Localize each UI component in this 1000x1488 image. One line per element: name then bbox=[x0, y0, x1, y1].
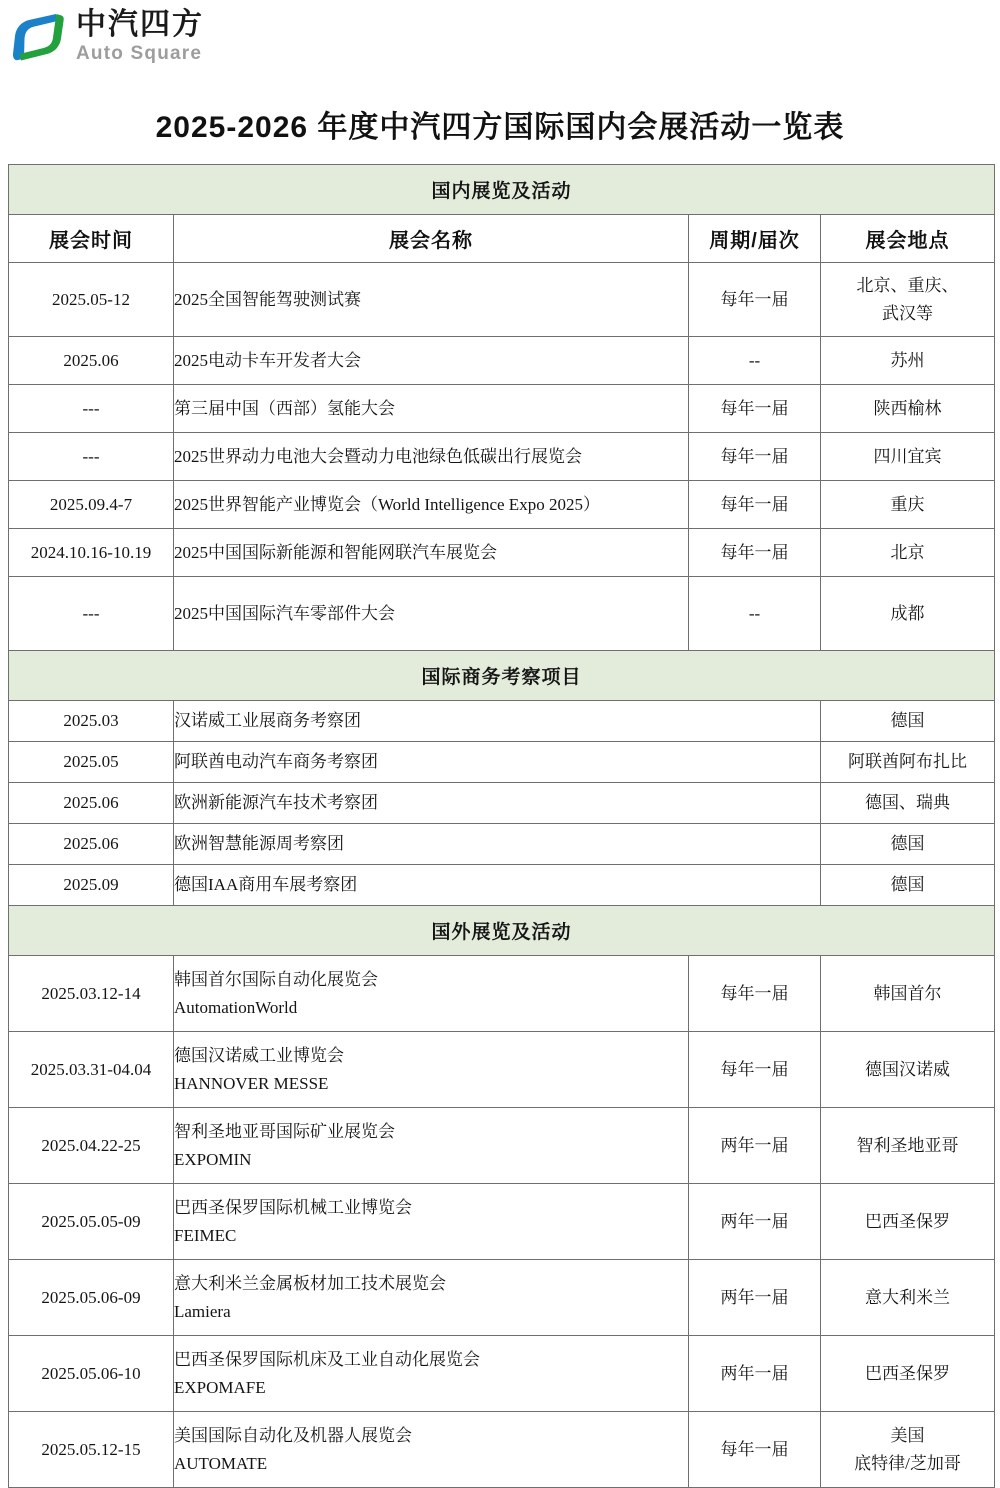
cell-date: 2025.06 bbox=[9, 783, 174, 824]
schedule-table-body bbox=[9, 165, 995, 1488]
place-line-1: 巴西圣保罗 bbox=[865, 1363, 950, 1383]
table-row bbox=[9, 1260, 995, 1336]
cell-cycle: -- bbox=[689, 577, 821, 651]
place-line-1: 德国 bbox=[890, 834, 925, 854]
table-row bbox=[9, 783, 995, 824]
cell-place bbox=[821, 824, 995, 865]
column-header-cycle: 周期/届次 bbox=[689, 215, 821, 263]
section-header-row bbox=[9, 906, 995, 956]
place-line-1: 阿联酋阿布扎比 bbox=[848, 752, 967, 772]
cell-cycle: 两年一届 bbox=[689, 1108, 821, 1184]
cell-name bbox=[174, 337, 689, 385]
cell-date: 2025.05.12-15 bbox=[9, 1412, 174, 1488]
cell-name bbox=[174, 742, 821, 783]
cell-place bbox=[821, 865, 995, 906]
cell-date: --- bbox=[9, 385, 174, 433]
brand-name-en: Auto Square bbox=[76, 43, 203, 64]
table-row bbox=[9, 824, 995, 865]
cell-date: --- bbox=[9, 577, 174, 651]
event-name-en: EXPOMAFE bbox=[174, 1378, 266, 1397]
brand-header bbox=[0, 0, 1000, 64]
cell-date: 2025.05.06-10 bbox=[9, 1336, 174, 1412]
event-name-cn: 汉诺威工业展商务考察团 bbox=[174, 711, 361, 731]
cell-name bbox=[174, 481, 689, 529]
table-row bbox=[9, 956, 995, 1032]
cell-date: 2025.03.31-04.04 bbox=[9, 1032, 174, 1108]
cell-place bbox=[821, 337, 995, 385]
cell-name bbox=[174, 956, 689, 1032]
section-header-row bbox=[9, 165, 995, 215]
place-line-2: 武汉等 bbox=[882, 304, 933, 323]
table-row bbox=[9, 481, 995, 529]
section-title: 国际商务考察项目 bbox=[9, 651, 995, 701]
place-line-1: 智利圣地亚哥 bbox=[856, 1135, 959, 1155]
event-name-cn: 第三届中国（西部）氢能大会 bbox=[174, 398, 395, 418]
event-name-cn: 德国IAA商用车展考察团 bbox=[174, 875, 358, 895]
table-row bbox=[9, 577, 995, 651]
cell-cycle: 每年一届 bbox=[689, 529, 821, 577]
place-line-1: 成都 bbox=[890, 603, 925, 623]
place-line-1: 苏州 bbox=[890, 350, 925, 370]
cell-name bbox=[174, 1032, 689, 1108]
cell-cycle: 每年一届 bbox=[689, 385, 821, 433]
cell-place bbox=[821, 385, 995, 433]
event-name-cn: 2025电动卡车开发者大会 bbox=[174, 350, 361, 370]
column-header-date: 展会时间 bbox=[9, 215, 174, 263]
place-line-1: 德国 bbox=[890, 875, 925, 895]
table-row bbox=[9, 865, 995, 906]
cell-name bbox=[174, 1184, 689, 1260]
cell-name bbox=[174, 701, 821, 742]
event-name-cn: 欧洲智慧能源周考察团 bbox=[174, 834, 344, 854]
cell-name bbox=[174, 433, 689, 481]
cell-date: 2025.06 bbox=[9, 337, 174, 385]
cell-name bbox=[174, 783, 821, 824]
table-row bbox=[9, 1108, 995, 1184]
cell-place bbox=[821, 783, 995, 824]
place-line-1: 巴西圣保罗 bbox=[865, 1211, 950, 1231]
event-name-cn: 阿联酋电动汽车商务考察团 bbox=[174, 752, 378, 772]
cell-cycle: 两年一届 bbox=[689, 1184, 821, 1260]
table-row bbox=[9, 337, 995, 385]
cell-place bbox=[821, 529, 995, 577]
cell-date: 2025.09 bbox=[9, 865, 174, 906]
column-header-name: 展会名称 bbox=[174, 215, 689, 263]
event-name-cn: 意大利米兰金属板材加工技术展览会 bbox=[174, 1273, 446, 1293]
place-line-1: 德国、瑞典 bbox=[865, 793, 950, 813]
cell-date: 2025.05 bbox=[9, 742, 174, 783]
cell-name bbox=[174, 824, 821, 865]
table-row bbox=[9, 1184, 995, 1260]
column-header-row bbox=[9, 215, 995, 263]
cell-place bbox=[821, 956, 995, 1032]
event-name-en: AutomationWorld bbox=[174, 998, 298, 1017]
cell-name bbox=[174, 865, 821, 906]
schedule-table-wrapper bbox=[0, 164, 1000, 1488]
cell-cycle: 两年一届 bbox=[689, 1260, 821, 1336]
cell-name bbox=[174, 263, 689, 337]
cell-name bbox=[174, 1336, 689, 1412]
place-line-1: 德国汉诺威 bbox=[865, 1059, 950, 1079]
event-name-cn: 德国汉诺威工业博览会 bbox=[174, 1045, 344, 1065]
cell-cycle: -- bbox=[689, 337, 821, 385]
section-header-row bbox=[9, 651, 995, 701]
table-row bbox=[9, 263, 995, 337]
event-name-cn: 2025全国智能驾驶测试赛 bbox=[174, 289, 361, 309]
table-row bbox=[9, 529, 995, 577]
table-row bbox=[9, 701, 995, 742]
cell-place bbox=[821, 742, 995, 783]
cell-date: 2025.04.22-25 bbox=[9, 1108, 174, 1184]
table-row bbox=[9, 433, 995, 481]
cell-name bbox=[174, 1260, 689, 1336]
cell-cycle: 每年一届 bbox=[689, 433, 821, 481]
cell-place bbox=[821, 481, 995, 529]
cell-place bbox=[821, 1260, 995, 1336]
column-header-place: 展会地点 bbox=[821, 215, 995, 263]
cell-name bbox=[174, 1412, 689, 1488]
cell-date: 2025.09.4-7 bbox=[9, 481, 174, 529]
cell-cycle: 每年一届 bbox=[689, 263, 821, 337]
place-line-1: 意大利米兰 bbox=[865, 1287, 950, 1307]
place-line-1: 北京、重庆、 bbox=[856, 275, 959, 295]
cell-name bbox=[174, 529, 689, 577]
table-row bbox=[9, 1032, 995, 1108]
event-name-en: Lamiera bbox=[174, 1302, 231, 1321]
place-line-1: 北京 bbox=[890, 542, 925, 562]
cell-place bbox=[821, 433, 995, 481]
event-name-cn: 巴西圣保罗国际机械工业博览会 bbox=[174, 1197, 412, 1217]
table-row bbox=[9, 1412, 995, 1488]
cell-date: 2025.05.05-09 bbox=[9, 1184, 174, 1260]
auto-square-logo-icon bbox=[12, 10, 64, 64]
event-name-cn: 2025世界智能产业博览会（World Intelligence Expo 2025） bbox=[174, 494, 600, 514]
cell-place bbox=[821, 1032, 995, 1108]
place-line-1: 德国 bbox=[890, 711, 925, 731]
event-name-cn: 2025世界动力电池大会暨动力电池绿色低碳出行展览会 bbox=[174, 446, 582, 466]
cell-cycle: 两年一届 bbox=[689, 1336, 821, 1412]
cell-cycle: 每年一届 bbox=[689, 1032, 821, 1108]
cell-name bbox=[174, 577, 689, 651]
event-name-cn: 2025中国国际汽车零部件大会 bbox=[174, 603, 395, 623]
place-line-1: 美国 bbox=[890, 1425, 925, 1445]
cell-place bbox=[821, 577, 995, 651]
event-name-cn: 韩国首尔国际自动化展览会 bbox=[174, 969, 378, 989]
place-line-1: 韩国首尔 bbox=[873, 983, 942, 1003]
cell-place bbox=[821, 1412, 995, 1488]
cell-date: 2025.06 bbox=[9, 824, 174, 865]
cell-name bbox=[174, 385, 689, 433]
cell-date: 2025.05.06-09 bbox=[9, 1260, 174, 1336]
cell-date: 2025.05-12 bbox=[9, 263, 174, 337]
cell-place bbox=[821, 1108, 995, 1184]
event-name-cn: 欧洲新能源汽车技术考察团 bbox=[174, 793, 378, 813]
table-row bbox=[9, 742, 995, 783]
cell-date: 2025.03 bbox=[9, 701, 174, 742]
event-name-cn: 2025中国国际新能源和智能网联汽车展览会 bbox=[174, 542, 497, 562]
cell-name bbox=[174, 1108, 689, 1184]
cell-cycle: 每年一届 bbox=[689, 481, 821, 529]
cell-place bbox=[821, 263, 995, 337]
event-name-cn: 美国国际自动化及机器人展览会 bbox=[174, 1425, 412, 1445]
event-name-en: HANNOVER MESSE bbox=[174, 1074, 329, 1093]
brand-name-cn: 中汽四方 bbox=[76, 8, 204, 41]
place-line-2: 底特律/芝加哥 bbox=[854, 1454, 961, 1473]
section-title: 国外展览及活动 bbox=[9, 906, 995, 956]
event-name-cn: 智利圣地亚哥国际矿业展览会 bbox=[174, 1121, 395, 1141]
cell-cycle: 每年一届 bbox=[689, 956, 821, 1032]
place-line-1: 四川宜宾 bbox=[873, 446, 942, 466]
cell-place bbox=[821, 1336, 995, 1412]
cell-place bbox=[821, 1184, 995, 1260]
event-name-en: EXPOMIN bbox=[174, 1150, 252, 1169]
brand-text bbox=[76, 10, 204, 63]
section-title: 国内展览及活动 bbox=[9, 165, 995, 215]
table-row bbox=[9, 385, 995, 433]
event-name-cn: 巴西圣保罗国际机床及工业自动化展览会 bbox=[174, 1349, 480, 1369]
table-row bbox=[9, 1336, 995, 1412]
cell-date: 2025.03.12-14 bbox=[9, 956, 174, 1032]
cell-cycle: 每年一届 bbox=[689, 1412, 821, 1488]
cell-place bbox=[821, 701, 995, 742]
event-name-en: FEIMEC bbox=[174, 1226, 237, 1245]
page-title: 2025-2026 年度中汽四方国际国内会展活动一览表 bbox=[155, 111, 845, 144]
schedule-table bbox=[8, 164, 995, 1488]
place-line-1: 重庆 bbox=[890, 494, 925, 514]
event-name-en: AUTOMATE bbox=[174, 1454, 268, 1473]
cell-date: --- bbox=[9, 433, 174, 481]
cell-date: 2024.10.16-10.19 bbox=[9, 529, 174, 577]
place-line-1: 陕西榆林 bbox=[873, 398, 942, 418]
